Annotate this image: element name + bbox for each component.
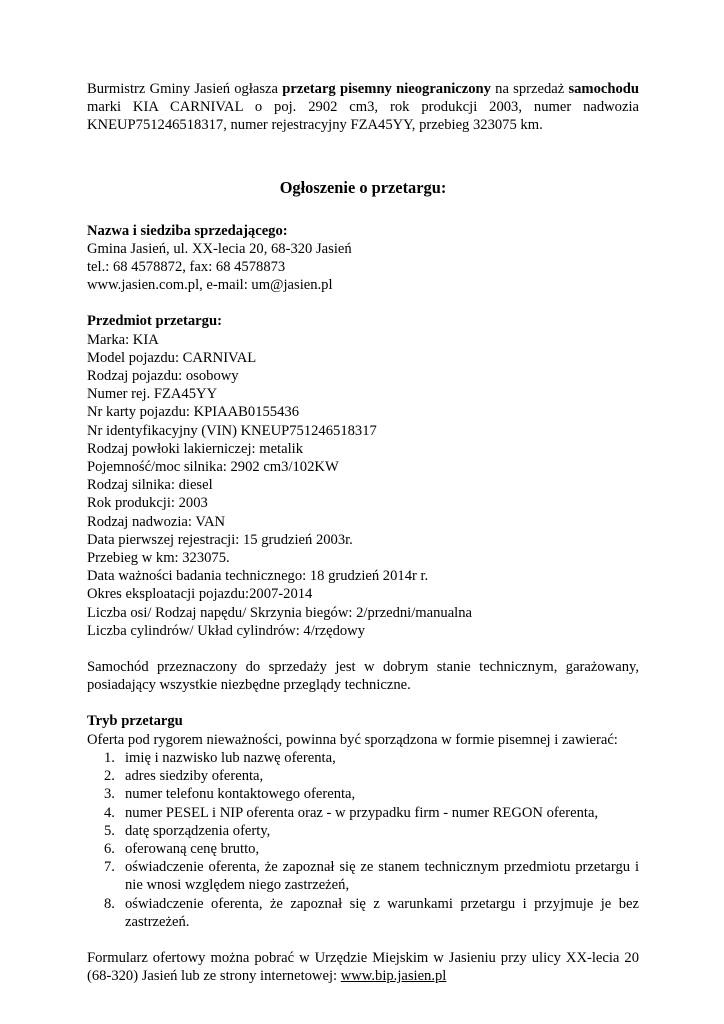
intro-bold-tender-type: przetarg pisemny nieograniczony [282, 81, 491, 97]
seller-line: tel.: 68 4578872, fax: 68 4578873 [87, 259, 286, 276]
form-paragraph [87, 949, 639, 985]
requirements-list [87, 749, 639, 931]
list-item-text: oferowaną cenę brutto, [125, 840, 260, 857]
intro-bold-vehicle: samochodu [568, 81, 639, 97]
list-item [104, 767, 639, 785]
list-item [104, 895, 639, 931]
list-item [104, 822, 639, 840]
subject-line-make: Marka: KIA [87, 331, 159, 348]
subject-heading: Przedmiot przetargu: [87, 313, 222, 330]
list-number: 8. [104, 895, 115, 912]
bip-link[interactable]: www.bip.jasien.pl [340, 968, 447, 985]
list-number: 4. [104, 804, 115, 821]
subject-line-registration: Numer rej. FZA45YY [87, 386, 218, 403]
subject-line-vehicle-type: Rodzaj pojazdu: osobowy [87, 368, 239, 385]
subject-line-model: Model pojazdu: CARNIVAL [87, 349, 257, 366]
subject-line-body-type: Rodzaj nadwozia: VAN [87, 513, 226, 530]
list-item [104, 785, 639, 803]
list-item-text: numer telefonu kontaktowego oferenta, [125, 786, 356, 803]
document-page [87, 80, 639, 985]
subject-line-engine-capacity: Pojemność/moc silnika: 2902 cm3/102KW [87, 459, 339, 476]
seller-line: www.jasien.com.pl, e-mail: um@jasien.pl [87, 277, 333, 294]
list-number: 5. [104, 822, 115, 839]
subject-line-engine-type: Rodzaj silnika: diesel [87, 477, 213, 494]
subject-line-paint: Rodzaj powłoki lakierniczej: metalik [87, 440, 303, 457]
seller-heading: Nazwa i siedziba sprzedającego: [87, 222, 288, 239]
intro-text-2: na sprzedaż [490, 81, 569, 97]
list-item-text: imię i nazwisko lub nazwę oferenta, [125, 749, 336, 766]
intro-text-3: marki KIA CARNIVAL o poj. 2902 cm3, rok produkcji 2003, numer nadwozia KNEUP751246518317, numer rejestracyjny FZA45YY, przebieg 323075 km. [87, 99, 639, 134]
list-item-text: numer PESEL i NIP oferenta oraz - w przypadku firm - numer REGON oferenta, [125, 804, 599, 821]
seller-line: Gmina Jasień, ul. XX-lecia 20, 68-320 Jasień [87, 240, 352, 257]
intro-paragraph [87, 80, 639, 135]
form-text: Formularz ofertowy można pobrać w Urzędzie Miejskim w Jasieniu przy ulicy XX-lecia 20 (68-320) Jasień lub ze strony internetowej: [87, 949, 639, 985]
page-title: Ogłoszenie o przetargu: [279, 177, 447, 197]
subject-line-mileage: Przebieg w km: 323075. [87, 550, 230, 567]
list-number: 1. [104, 749, 115, 766]
list-item-text: oświadczenie oferenta, że zapoznał się ze stanem technicznym przedmiotu przetargu i nie wnosi względem niego zastrzeżeń, [125, 859, 639, 894]
subject-line-cylinders: Liczba cylindrów/ Układ cylindrów: 4/rzędowy [87, 622, 366, 639]
subject-line-inspection: Data ważności badania technicznego: 18 grudzień 2014r r. [87, 568, 429, 585]
list-item-text: oświadczenie oferenta, że zapoznał się z warunkami przetargu i przyjmuje je bez zastrzeżeń. [125, 895, 639, 930]
intro-text-1: Burmistrz Gminy Jasień ogłasza [87, 81, 283, 97]
list-item [104, 804, 639, 822]
subject-section [87, 312, 639, 640]
subject-line-production-year: Rok produkcji: 2003 [87, 495, 208, 512]
seller-section [87, 222, 639, 295]
list-number: 7. [104, 859, 115, 876]
mode-heading: Tryb przetargu [87, 713, 183, 730]
list-number: 3. [104, 786, 115, 803]
subject-line-first-registration: Data pierwszej rejestracji: 15 grudzień 2003r. [87, 531, 353, 548]
condition-paragraph: Samochód przeznaczony do sprzedaży jest w dobrym stanie technicznym, garażowany, posiadający wszystkie niezbędne przeglądy techniczne. [87, 659, 639, 694]
list-item [104, 858, 639, 894]
list-item [104, 840, 639, 858]
list-item-text: adres siedziby oferenta, [125, 768, 264, 785]
mode-intro: Oferta pod rygorem nieważności, powinna być sporządzona w formie pisemnej i zawierać: [87, 731, 618, 748]
subject-line-drivetrain: Liczba osi/ Rodzaj napędu/ Skrzynia biegów: 2/przedni/manualna [87, 604, 472, 621]
subject-line-operation-period: Okres eksploatacji pojazdu:2007-2014 [87, 586, 313, 603]
list-item [104, 749, 639, 767]
list-item-text: datę sporządzenia oferty, [125, 822, 271, 839]
subject-line-vehicle-card: Nr karty pojazdu: KPIAAB0155436 [87, 404, 299, 421]
list-number: 2. [104, 768, 115, 785]
subject-line-vin: Nr identyfikacyjny (VIN) KNEUP751246518317 [87, 422, 377, 439]
list-number: 6. [104, 840, 115, 857]
mode-section [87, 712, 639, 930]
